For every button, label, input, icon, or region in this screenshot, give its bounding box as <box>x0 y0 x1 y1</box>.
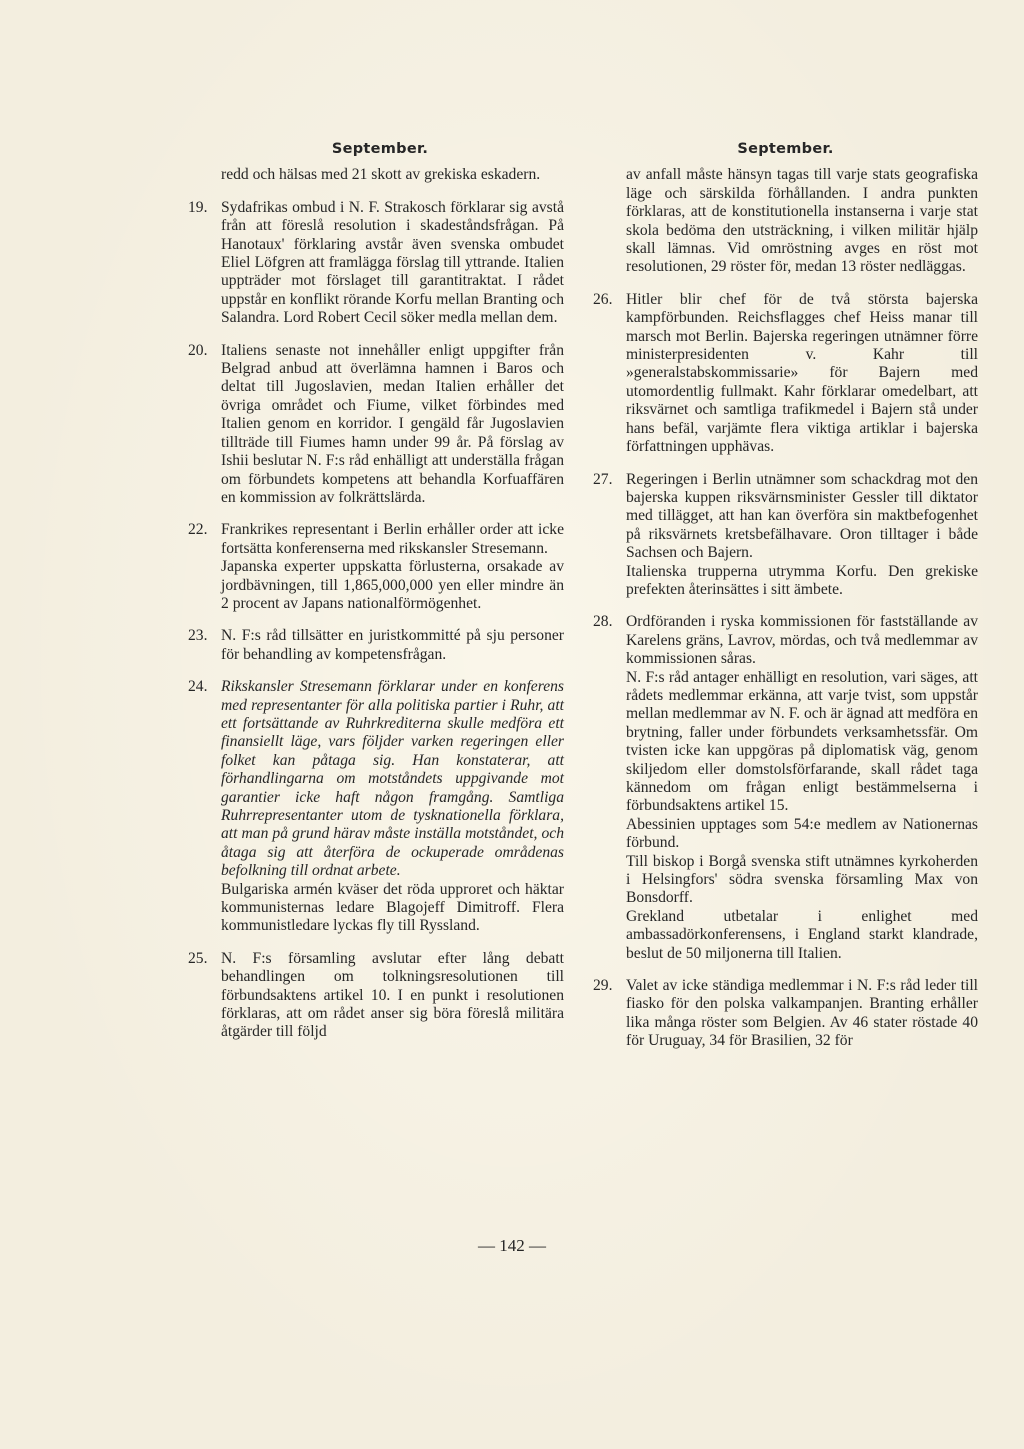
day-number: 19. <box>188 198 208 216</box>
entry-19 <box>188 199 564 328</box>
entry-28 <box>593 613 978 963</box>
right-column <box>593 140 978 1051</box>
entry-26 <box>593 291 978 457</box>
entry-paragraph: N. F:s råd tillsätter en juristkommitté på sju personer för behandling av kompetensfrågan. <box>221 627 564 663</box>
entry-paragraph: Italiens senaste not innehåller enligt uppgifter från Belgrad anbud att överlämna hamnen i Baros och deltat till Jugoslavien, medan Italien erhåller det övriga området och Fiume, vilket förbindes med Italien genom en korridor. I gengäld får Jugoslavien tillträde till Fiumes hamn under 99 år. På förslag av Ishii beslutar N. F:s råd enhälligt att underställa frågan om förbundets kompetens att behandla Korfuaffären en kommission av folkrättslärda. <box>221 341 564 506</box>
entry-paragraph: Abessinien upptages som 54:e medlem av Nationernas förbund. <box>626 815 978 852</box>
day-number: 28. <box>593 613 613 631</box>
page-number: — 142 — <box>478 1236 546 1255</box>
day-number: 24. <box>188 678 208 696</box>
entry-paragraph: Grekland utbetalar i enlighet med ambassadörkonferensens, i England starkt klandrade, beslut de 50 miljonerna till Italien. <box>626 907 978 962</box>
entry-paragraph: Valet av icke ständiga medlemmar i N. F:s råd leder till fiasko för den polska valkampanjen. Branting erhåller lika många röster som Belgien. Av 46 stater röstade 40 för Uruguay, 34 för Brasilien, 32 för <box>626 977 978 1050</box>
left-column <box>188 140 564 1042</box>
day-number: 25. <box>188 949 208 967</box>
day-number: 22. <box>188 521 208 539</box>
left-column-heading: September. <box>331 141 429 157</box>
entry-paragraph: Ordföranden i ryska kommissionen för fastställande av Karelens gräns, Lavrov, mördas, och två medlemmar av kommissionen såras. <box>626 613 978 668</box>
entry-25 <box>188 950 564 1042</box>
entry-paragraph: Till biskop i Borgå svenska stift utnämnes kyrkoherden i Helsingfors' södra svenska församling Max von Bonsdorff. <box>626 852 978 907</box>
entry-paragraph: Regeringen i Berlin utnämner som schackdrag mot den bajerska kuppen riksvärnsminister Gessler till diktator med tillägget, att han kan överföra sin maktbefogenhet på riksvärnets kretsbefälhavare. Oron tilltager i både Sachsen och Bajern. <box>626 470 978 562</box>
entry-paragraph: Hitler blir chef för de två största bajerska kampförbunden. Reichsflagges chef Heiss manar till marsch mot Berlin. Bajerska regeringen utnämner förre ministerpresidenten v. Kahr till »generalstabskommissarie» för Bajern med utomordentlig fullmakt. Kahr förklarar omedelbart, att riksvärnet och samtliga trafikmedel i Bajern stå under hans befäl, varjämte flera viktiga artiklar i bajerska författningen upphävas. <box>626 290 978 456</box>
right-column-heading: September. <box>737 141 834 157</box>
entry-24 <box>188 678 564 936</box>
day-number: 20. <box>188 341 208 359</box>
day-number: 27. <box>593 470 613 488</box>
entry-22 <box>188 521 564 613</box>
entry-27 <box>593 471 978 600</box>
entry-paragraph: redd och hälsas med 21 skott av grekiska eskadern. <box>221 166 541 184</box>
entry-paragraph: Frankrikes representant i Berlin erhåller order att icke fortsätta konferenserna med rikskansler Stresemann. <box>221 521 564 557</box>
entry-paragraph: Bulgariska armén kväser det röda upproret och häktar kommunisternas ledare Blagojeff Dimitroff. Flera kommunistledare lyckas fly till Ryssland. <box>221 880 564 935</box>
day-number: 29. <box>593 977 613 995</box>
entry-italic-paragraph: Rikskansler Stresemann förklarar under en konferens med representanter för alla politiska partier i Ruhr, att ett fortsättande av Ruhrkrediterna skulle medföra ett finansiellt läge, vars följder varken regeringen eller folket kan påtaga sig. Han konstaterar, att förhandlingarna om motståndets uppgivande mot garantier icke haft någon framgång. Samtliga Ruhrrepresentanter utom de tysknationella förklara, att man på grund härav måste inställa motståndet, och åtaga sig att återföra de ockuperade områdenas befolkning till ordnat arbete. <box>221 678 564 880</box>
entry-paragraph: Japanska experter uppskatta förlusterna, orsakade av jordbävningen, till 1,865,000,000 yen eller mindre än 2 procent av Japans nationalförmögenhet. <box>221 558 564 612</box>
entry-continuation <box>188 166 564 184</box>
entry-29 <box>593 977 978 1051</box>
entry-paragraph: N. F:s råd antager enhälligt en resolution, vari säges, att rådets medlemmar erkänna, att varje tvist, som uppstår mellan medlemmar av N. F. och är ägnad att medföra en brytning, faller under förbundets verksamhetssfär. Om tvisten icke kan uppgöras på diplomatisk väg, genom skiljedom eller domstolsförfarande, skall rådet taga kännedom om frågan enligt bestämmelserna i förbundsaktens artikel 15. <box>626 668 978 815</box>
entry-continuation <box>593 166 978 276</box>
entry-20 <box>188 342 564 508</box>
entry-paragraph: av anfall måste hänsyn tagas till varje stats geografiska läge och särskilda förhållanden. I andra punkten förklaras, att de konstitutionella instanserna i varje stat skola bedöma den utsträckning, i vilken militär hjälp skall lämnas. Vid omröstning avges en röst mot resolutionen, 29 röster för, medan 13 röster nedläggas. <box>626 166 978 276</box>
entry-paragraph: Sydafrikas ombud i N. F. Strakosch förklarar sig avstå från att föreslå resolution i skadeståndsfrågan. På Hanotaux' förklaring avstår även svenska ombudet Eliel Löfgren att framlägga förslag till yttrande. Italien uppträder mot förslaget till garantitraktat. I rådet uppstår en konflikt rörande Korfu mellan Branting och Salandra. Lord Robert Cecil söker medla mellan dem. <box>221 198 564 327</box>
entry-paragraph: Italienska trupperna utrymma Korfu. Den grekiske prefekten återinsättes i sitt ämbete. <box>626 562 978 598</box>
day-number: 26. <box>593 290 613 308</box>
entry-paragraph: N. F:s församling avslutar efter lång debatt behandlingen om tolkningsresolutionen till förbundsaktens artikel 10. I en punkt i resolutionen förklaras, att om rådet anser sig böra föreslå militära åtgärder till följd <box>221 949 564 1041</box>
day-number: 23. <box>188 627 208 645</box>
entry-23 <box>188 627 564 664</box>
